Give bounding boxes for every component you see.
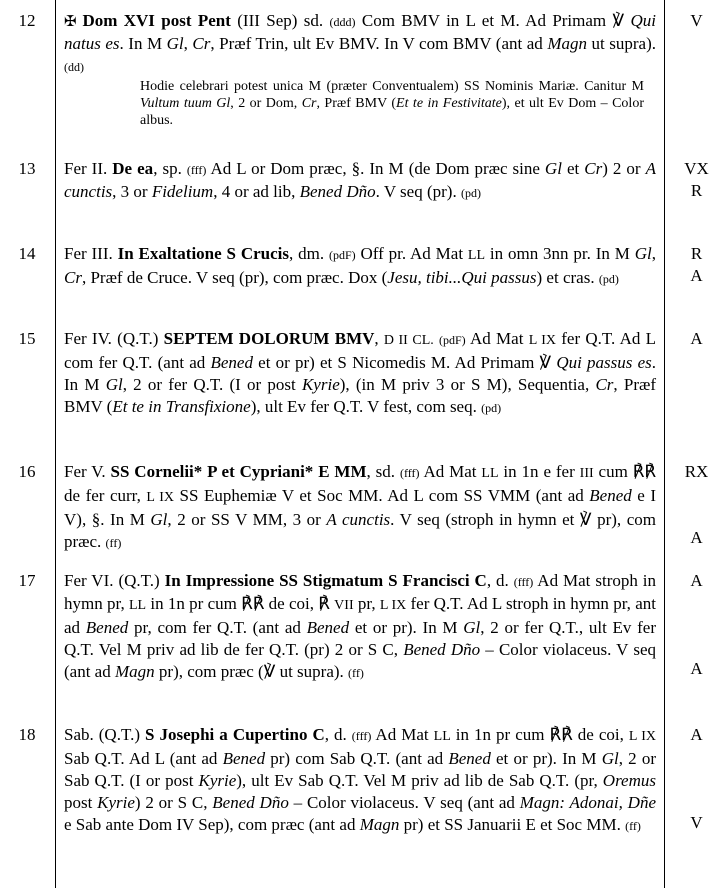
text-segment: LL: [129, 598, 147, 613]
text-segment: Gl: [166, 34, 184, 53]
text-segment: Cr: [301, 96, 317, 111]
feast-title: Dom XVI post Pent: [82, 11, 231, 30]
rubric-code: (pd): [598, 272, 619, 286]
day-number: 15: [18, 329, 36, 348]
rubric-code: (pd): [460, 186, 481, 200]
text-segment: , Præf de Cruce. V seq (pr), com præc. Dox (: [81, 268, 388, 287]
liturgical-color-code: V: [690, 813, 703, 832]
day-number: 18: [18, 725, 36, 744]
text-segment: Fidelium: [151, 182, 214, 201]
text-segment: Fer III.: [64, 244, 118, 263]
text-segment: Ad Mat stroph in hymn pr,: [64, 571, 657, 613]
text-segment: Magn: [359, 815, 400, 834]
text-segment: L IX: [528, 333, 556, 348]
text-segment: ,: [651, 244, 656, 263]
feast-title: In Impressione SS Stigmatum S Francisci C: [164, 571, 487, 590]
text-segment: A cunctis: [64, 159, 657, 201]
entry-text: [64, 158, 656, 204]
feast-title: SEPTEM DOLORUM BMV: [163, 329, 375, 348]
rubric-code: (fff): [186, 163, 207, 177]
text-segment: pr, com fer Q.T. (ant ad: [128, 618, 307, 637]
liturgical-color-code: [667, 505, 726, 527]
text-segment: Jesu, tibi...Qui passus: [387, 268, 537, 287]
text-segment: et or pr) et S Nicomedis M. Ad Primam ℣: [252, 353, 557, 372]
text-segment: Et te in Festivitate: [396, 96, 502, 111]
text-segment: . V seq (pr).: [375, 182, 461, 201]
text-segment: ) et cras.: [536, 268, 599, 287]
text-segment: Bened: [589, 486, 632, 505]
day-number: 12: [18, 11, 36, 30]
text-segment: ✠: [64, 14, 83, 30]
text-segment: Ad Mat: [371, 725, 434, 744]
text-segment: . V seq (stroph in hymn et ℣ pr), com præc.: [64, 510, 656, 551]
entry-text: [64, 461, 656, 554]
color-column: [667, 461, 726, 549]
liturgical-color-code: A: [690, 571, 703, 590]
text-segment: Ad Mat: [419, 462, 482, 481]
left-column-rule: [55, 0, 56, 888]
text-segment: Et te in Transfixione: [112, 397, 251, 416]
color-column: [667, 570, 726, 680]
text-segment: ut supra).: [586, 34, 656, 53]
text-segment: III: [579, 466, 594, 481]
liturgical-color-code: [667, 614, 726, 636]
text-segment: et: [561, 159, 585, 178]
color-column: [667, 328, 726, 350]
color-column: [667, 158, 726, 202]
text-segment: ), ult Ev fer Q.T. V fest, com seq.: [250, 397, 482, 416]
day-number: 14: [18, 244, 36, 263]
text-segment: pr) et SS Januarii E et Soc MM.: [399, 815, 626, 834]
day-number: 13: [18, 159, 36, 178]
text-segment: Cr: [64, 268, 82, 287]
text-segment: . In M: [64, 353, 656, 394]
text-segment: Gl: [150, 510, 168, 529]
text-segment: Magn: Adonai, Dñe: [519, 793, 656, 812]
text-segment: Gl: [634, 244, 652, 263]
entry-text: [64, 243, 656, 290]
text-segment: , 2 or Sab Q.T. (I or post: [64, 749, 657, 790]
rubric-code: (ff): [105, 536, 122, 550]
liturgical-color-code: R: [690, 181, 703, 200]
text-segment: Fer V.: [64, 462, 111, 481]
text-segment: cum ℟℟ de fer curr,: [64, 462, 656, 505]
text-segment: Gl: [601, 749, 619, 768]
text-segment: , d.: [324, 725, 352, 744]
text-segment: Off pr. Ad Mat: [355, 244, 468, 263]
text-segment: D II CL.: [383, 333, 434, 348]
text-segment: Gl: [544, 159, 562, 178]
text-segment: . In M: [119, 34, 167, 53]
text-segment: Fer II.: [64, 159, 113, 178]
text-segment: pr), com præc (℣ ut supra).: [154, 662, 349, 681]
entry-text: [64, 724, 656, 837]
text-segment: Sab Q.T. Ad L (ant ad: [64, 749, 223, 768]
text-segment: SS Euphemiæ V et Soc MM. Ad L com SS VMM (ant ad: [174, 486, 590, 505]
liturgical-color-code: VX: [684, 159, 709, 178]
text-segment: pr,: [353, 594, 380, 613]
rubric-code: (ddd): [329, 15, 356, 29]
text-segment: Cr: [192, 34, 211, 53]
text-segment: pr) com Sab Q.T. (ant ad: [265, 749, 449, 768]
text-segment: Qui natus es: [64, 11, 656, 53]
text-segment: Cr: [584, 159, 603, 178]
rubric-code: (fff): [399, 466, 420, 480]
text-segment: Bened: [85, 618, 129, 637]
text-segment: Bened: [222, 749, 266, 768]
text-segment: Com BMV in L et M. Ad Primam ℣: [355, 11, 631, 30]
rubric-code: (pdF): [439, 333, 466, 347]
text-segment: Bened: [448, 749, 491, 768]
text-segment: A cunctis: [326, 510, 391, 529]
right-column-rule: [664, 0, 665, 888]
text-segment: Kyrie: [198, 771, 237, 790]
text-segment: , sp.: [153, 159, 187, 178]
color-column: [667, 243, 726, 287]
text-segment: Fer VI. (Q.T.): [64, 571, 165, 590]
text-segment: in 1n e fer: [498, 462, 580, 481]
text-segment: e Sab ante Dom IV Sep), com præc (ant ad: [64, 815, 360, 834]
text-segment: in 1n pr cum ℟℟ de coi,: [450, 725, 629, 744]
text-segment: ,: [374, 329, 384, 348]
text-segment: Sab. (Q.T.): [64, 725, 146, 744]
color-column: [667, 724, 726, 834]
text-segment: , 2 or fer Q.T. (I or post: [122, 375, 302, 394]
rubric-code: (ff): [625, 819, 641, 833]
text-segment: , 2 or SS V MM, 3 or: [167, 510, 327, 529]
text-segment: Ad L or Dom præc, §. In M (de Dom præc sine: [206, 159, 545, 178]
entry-note: [140, 78, 644, 129]
rubric-code: (pdF): [328, 248, 356, 262]
text-segment: Ad Mat: [465, 329, 529, 348]
entry-text: [64, 328, 656, 419]
feast-title: In Exaltatione S Crucis: [117, 244, 289, 263]
day-number: 16: [18, 462, 36, 481]
text-segment: L IX: [379, 598, 407, 613]
text-segment: et or pr). In M: [490, 749, 602, 768]
text-segment: – Color violaceus. V seq (ant ad: [288, 793, 520, 812]
text-segment: Kyrie: [97, 793, 135, 812]
text-segment: Qui passus es: [556, 353, 652, 372]
text-segment: ), (in M priv 3 or S M), Sequentia,: [339, 375, 596, 394]
liturgical-color-code: [667, 592, 726, 614]
text-segment: ) 2 or: [602, 159, 646, 178]
rubric-code: (fff): [513, 575, 534, 589]
text-segment: Fer IV. (Q.T.): [64, 329, 164, 348]
liturgical-color-code: [667, 768, 726, 790]
text-segment: in omn 3nn pr. In M: [485, 244, 635, 263]
text-segment: Bened: [210, 353, 253, 372]
color-column: [667, 10, 726, 32]
text-segment: Bened Dño: [299, 182, 376, 201]
text-segment: Cr: [595, 375, 614, 394]
text-segment: , 4 or ad lib,: [213, 182, 300, 201]
text-segment: , sd.: [366, 462, 400, 481]
text-segment: fer Q.T. Ad L com fer Q.T. (ant ad: [64, 329, 657, 372]
text-segment: Magn: [114, 662, 155, 681]
rubric-code: (ff): [348, 666, 364, 680]
text-segment: Magn: [547, 34, 587, 53]
text-segment: Gl: [105, 375, 123, 394]
liturgical-color-code: A: [690, 266, 703, 285]
feast-title: SS Cornelii* P et Cypriani* E MM: [110, 462, 367, 481]
liturgical-color-code: A: [690, 725, 703, 744]
text-segment: LL: [481, 466, 499, 481]
liturgical-color-code: A: [690, 528, 703, 547]
entry-text: [64, 10, 656, 129]
liturgical-color-code: V: [690, 11, 703, 30]
text-segment: ,: [183, 34, 193, 53]
entry-text: [64, 570, 656, 684]
text-segment: L IX: [628, 729, 656, 744]
feast-title: De ea: [112, 159, 154, 178]
text-segment: Gl: [463, 618, 481, 637]
text-segment: , 3 or: [112, 182, 152, 201]
text-segment: , Præf Trin, ult Ev BMV. In V com BMV (ant ad: [210, 34, 548, 53]
liturgical-color-code: [667, 483, 726, 505]
text-segment: Oremus: [602, 771, 656, 790]
text-segment: et or pr). In M: [349, 618, 464, 637]
liturgical-color-code: R: [690, 244, 703, 263]
text-segment: in 1n pr cum ℟℟ de coi, ℟: [146, 594, 335, 613]
text-segment: fer Q.T. Ad L stroph in hymn pr, ant ad: [64, 594, 656, 637]
text-segment: L IX: [146, 490, 174, 505]
rubric-code: (dd): [64, 60, 84, 74]
text-segment: LL: [433, 729, 451, 744]
text-segment: , Præf BMV (: [64, 375, 656, 416]
text-segment: – Color violaceus. V seq (ant ad: [64, 640, 656, 681]
text-segment: Vultum tuum Gl: [140, 96, 231, 111]
text-segment: ), et ult Ev Dom – Color albus.: [140, 96, 644, 128]
text-segment: ) 2 or S C,: [134, 793, 213, 812]
text-segment: ), ult Ev Sab Q.T. Vel M priv ad lib de Sab Q.T. (pr,: [236, 771, 603, 790]
day-number: 17: [18, 571, 36, 590]
liturgical-color-code: RX: [684, 462, 709, 481]
liturgical-color-code: [667, 746, 726, 768]
rubric-code: (pd): [481, 401, 502, 415]
text-segment: e I V), §. In M: [64, 486, 656, 529]
text-segment: Hodie celebrari potest unica M (præter Conventualem) SS Nominis Mariæ. Canitur M: [140, 79, 644, 94]
text-segment: , d.: [486, 571, 514, 590]
rubric-code: (fff): [351, 729, 372, 743]
liturgical-color-code: A: [690, 659, 703, 678]
text-segment: post: [64, 793, 98, 812]
liturgical-color-code: [667, 636, 726, 658]
liturgical-color-code: A: [690, 329, 703, 348]
text-segment: Kyrie: [301, 375, 340, 394]
text-segment: (III Sep) sd.: [230, 11, 330, 30]
liturgical-color-code: [667, 790, 726, 812]
feast-title: S Josephi a Cupertino C: [145, 725, 325, 744]
text-segment: Bened Dño: [212, 793, 289, 812]
text-segment: Bened: [306, 618, 350, 637]
text-segment: , Præf BMV (: [316, 96, 397, 111]
text-segment: VII: [334, 598, 354, 613]
text-segment: LL: [467, 248, 486, 263]
text-segment: , 2 or fer Q.T., ult Ev fer Q.T. Vel M priv ad lib de fer Q.T. (pr) 2 or S C,: [64, 618, 656, 659]
text-segment: , 2 or Dom,: [230, 96, 302, 111]
text-segment: Bened Dño: [403, 640, 481, 659]
text-segment: , dm.: [289, 244, 329, 263]
